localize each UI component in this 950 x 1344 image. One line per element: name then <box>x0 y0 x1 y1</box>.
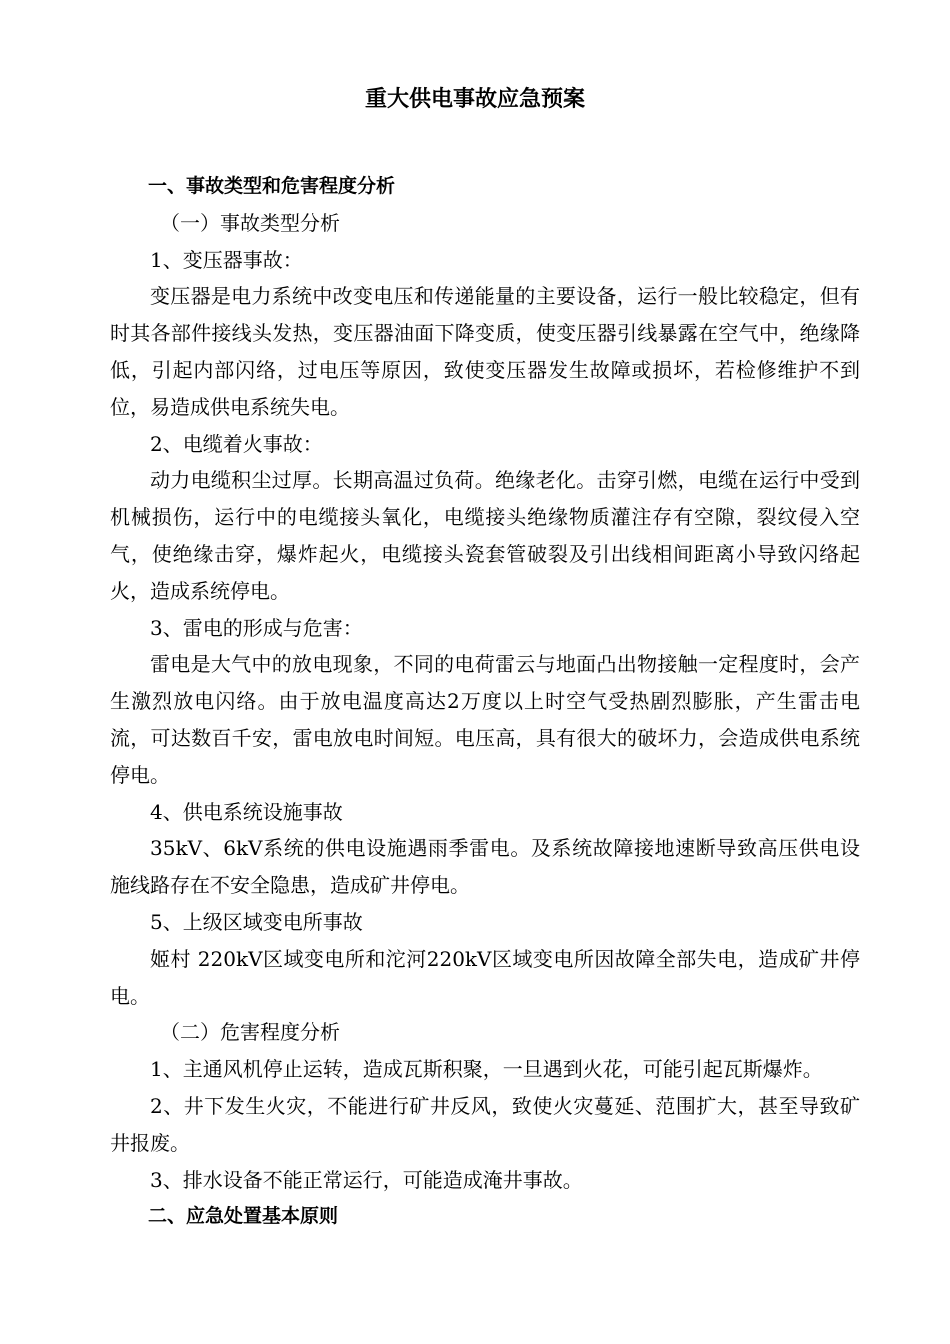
item-heading-supply-facility: 4、供电系统设施事故 <box>150 799 343 824</box>
subsection-heading-hazard-analysis: （二）危害程度分析 <box>160 1020 340 1045</box>
hazard-item-3: 3、排水设备不能正常运行，可能造成淹井事故。 <box>150 1167 583 1192</box>
item-heading-lightning: 3、雷电的形成与危害： <box>150 615 363 640</box>
item-heading-transformer: 1、变压器事故： <box>150 247 303 272</box>
item-text-supply-facility: 35kV、6kV系统的供电设施遇雨季雷电。及系统故障接地速断导致高压供电设施线路存在不安全隐患，造成矿井停电。 <box>110 836 860 898</box>
hazard-item-2: 2、井下发生火灾，不能进行矿井反风，致使火灾蔓延、范围扩大，甚至导致矿井报废。 <box>110 1093 860 1155</box>
item-heading-upper-substation: 5、上级区域变电所事故 <box>150 909 363 934</box>
item-text-cable-fire: 动力电缆积尘过厚。长期高温过负荷。绝缘老化。击穿引燃，电缆在运行中受到机械损伤，运行中的电缆接头氧化，电缆接头绝缘物质灌注存有空隙，裂纹侵入空气，使绝缘击穿，爆炸起火，电缆接头瓷套管破裂及引出线相间距离小导致闪络起火，造成系统停电。 <box>110 468 860 603</box>
item-text-upper-substation: 姬村 220kV区域变电所和沱河220kV区域变电所因故障全部失电，造成矿井停电。 <box>110 946 860 1008</box>
hazard-item-1: 1、主通风机停止运转，造成瓦斯积聚，一旦遇到火花，可能引起瓦斯爆炸。 <box>150 1057 823 1082</box>
item-text-lightning: 雷电是大气中的放电现象，不同的电荷雷云与地面凸出物接触一定程度时，会产生激烈放电闪络。由于放电温度高达2万度以上时空气受热剧烈膨胀，产生雷击电流，可达数百千安，雷电放电时间短。电压高，具有很大的破坏力，会造成供电系统停电。 <box>110 652 860 787</box>
item-heading-cable-fire: 2、电缆着火事故： <box>150 431 323 456</box>
subsection-heading-accident-types: （一）事故类型分析 <box>160 210 340 235</box>
item-text-transformer: 变压器是电力系统中改变电压和传递能量的主要设备，运行一般比较稳定，但有时其各部件接线头发热，变压器油面下降变质，使变压器引线暴露在空气中，绝缘降低，引起内部闪络，过电压等原因，致使变压器发生故障或损坏，若检修维护不到位，易造成供电系统失电。 <box>110 284 860 419</box>
section-heading-2: 二、应急处置基本原则 <box>148 1205 339 1228</box>
section-heading-1: 一、事故类型和危害程度分析 <box>148 175 396 197</box>
document-body <box>110 168 860 1235</box>
document-title: 重大供电事故应急预案 <box>364 87 585 112</box>
